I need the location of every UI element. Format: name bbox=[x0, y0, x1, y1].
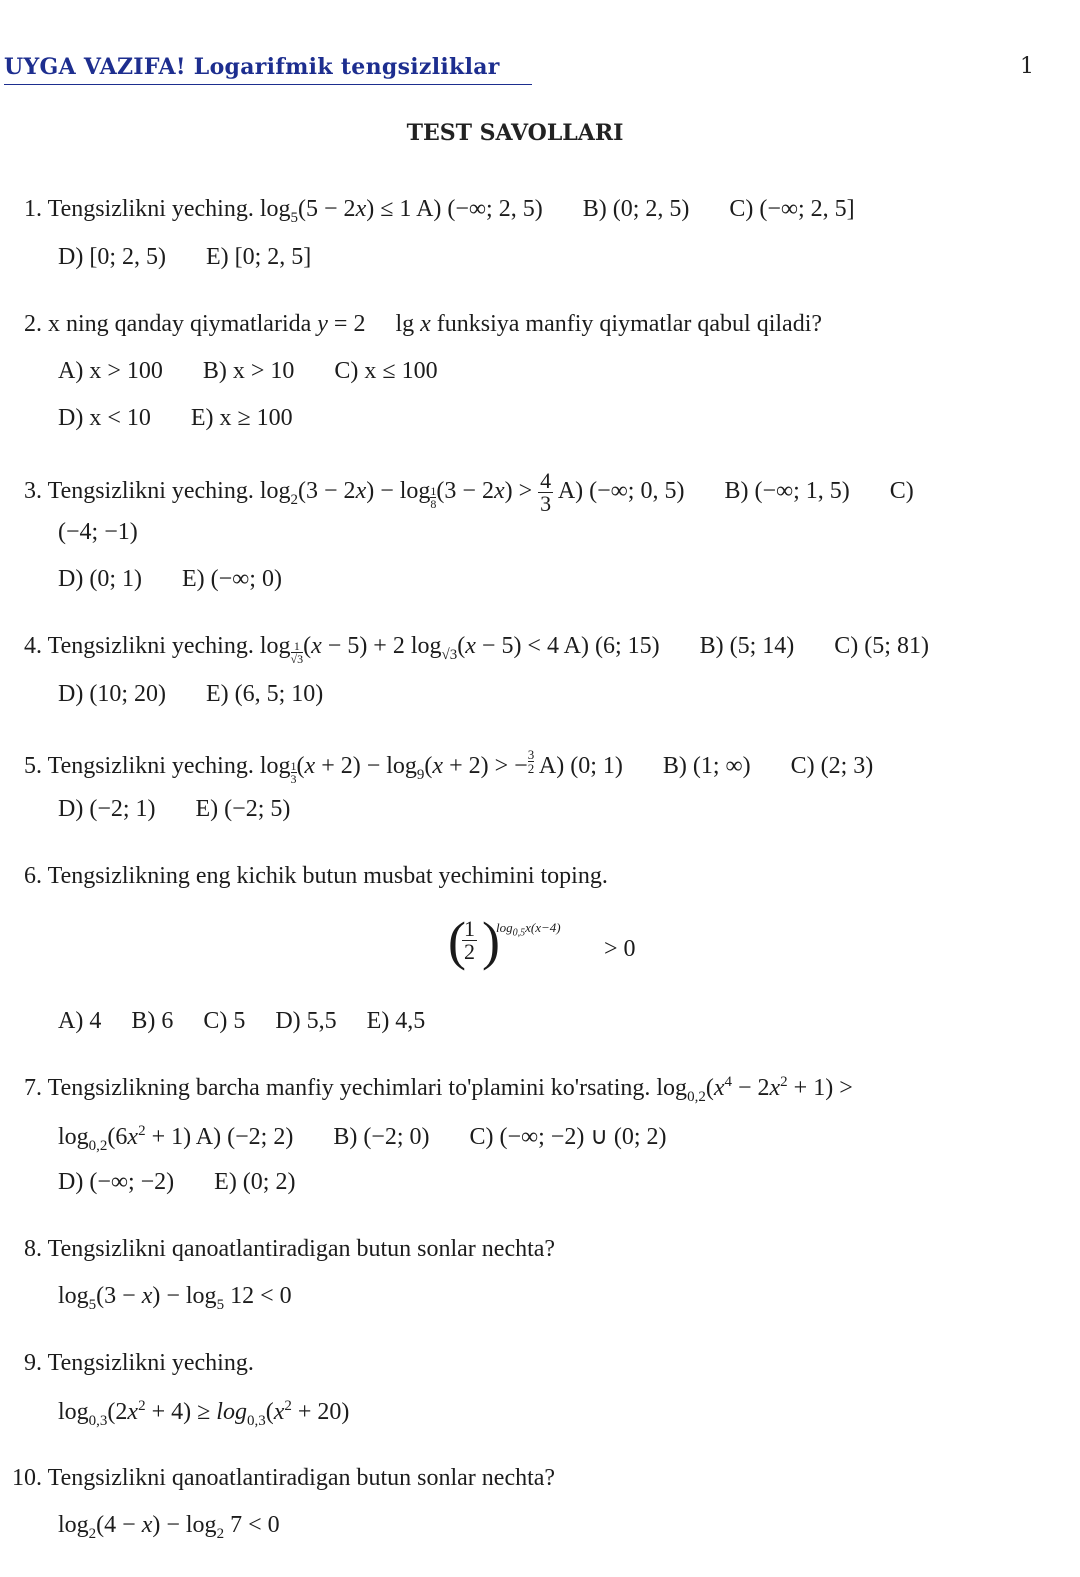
question-number: 9. bbox=[24, 1350, 42, 1376]
formula-power-inequality: ( $\frac{1}{2}$ ) $\log_{0,5}x(x-4)$ > 0 bbox=[448, 911, 636, 971]
option-b: B) (−∞; 1, 5) bbox=[724, 478, 850, 505]
question-3 bbox=[24, 470, 914, 515]
formula: $\log_5(5 - 2x) \le 1$ bbox=[259, 196, 412, 226]
question-tail: funksiya manfiy qiymatlar qabul qiladi? bbox=[436, 311, 823, 337]
option-d: D) (−2; 1) bbox=[58, 796, 156, 822]
option-a: A) x > 100 bbox=[58, 358, 163, 384]
option-e: E) x ≥ 100 bbox=[190, 405, 293, 431]
question-4 bbox=[24, 633, 929, 665]
option-e: E) (−∞; 0) bbox=[181, 566, 282, 592]
option-a: A) (−∞; 2, 5) bbox=[416, 196, 543, 222]
option-b: B) (−2; 0) bbox=[333, 1124, 430, 1150]
formula: log $\frac{1}{√3}$ (x − 5) + 2 $\log_{√3}(x - 5) < 4$ bbox=[259, 633, 559, 666]
option-c: C) (5; 81) bbox=[834, 633, 929, 659]
option-b: B) 6 bbox=[131, 1008, 174, 1034]
option-a: A) 4 bbox=[58, 1008, 102, 1034]
option-c: C) (−∞; 2, 5] bbox=[729, 196, 855, 222]
question-number: 3. bbox=[24, 478, 42, 505]
section-title: TEST SAVOLLARI bbox=[406, 120, 624, 146]
question-6 bbox=[24, 863, 608, 890]
header-title: UYGA VAZIFA! Logarifmik tengsizliklar bbox=[4, 54, 532, 85]
question-1 bbox=[24, 196, 855, 227]
question-text: Tengsizlikni yeching. bbox=[47, 478, 254, 505]
option-e: E) (−2; 5) bbox=[195, 796, 291, 822]
question-number: 2. bbox=[24, 311, 42, 337]
question-9-formula bbox=[58, 1398, 349, 1430]
question-text: Tengsizlikni yeching. bbox=[47, 1350, 254, 1376]
option-d: D) 5,5 bbox=[275, 1008, 337, 1034]
formula: y = 2 lg x bbox=[317, 311, 431, 337]
question-number: 8. bbox=[24, 1236, 42, 1262]
question-number: 5. bbox=[24, 753, 42, 779]
option-d: D) (−∞; −2) bbox=[58, 1169, 175, 1195]
question-8 bbox=[24, 1236, 555, 1263]
option-a: A) (−2; 2) bbox=[195, 1124, 294, 1150]
question-text: Tengsizlikni qanoatlantiradigan butun sonlar nechta? bbox=[47, 1465, 556, 1491]
formula: $\log_5(3 - x) - \log_5 12 < 0$ bbox=[58, 1283, 292, 1313]
question-8-formula bbox=[58, 1283, 292, 1314]
option-c: C) x ≤ 100 bbox=[334, 358, 438, 384]
option-c: C) (−∞; −2) ∪ (0; 2) bbox=[469, 1124, 667, 1150]
question-10 bbox=[12, 1465, 555, 1492]
formula: $\log_{0,2}(x^4 - 2x^2 + 1)$ > bbox=[656, 1074, 853, 1105]
question-text: Tengsizlikni yeching. bbox=[47, 196, 254, 222]
option-d: D) [0; 2, 5) bbox=[58, 244, 166, 270]
question-text: Tengsizlikni yeching. bbox=[47, 753, 254, 779]
option-a: A) (−∞; 0, 5) bbox=[557, 478, 685, 505]
option-a: A) (6; 15) bbox=[563, 633, 660, 659]
question-number: 7. bbox=[24, 1075, 42, 1101]
question-text: Tengsizlikning barcha manfiy yechimlari to'plamini ko'rsating. bbox=[47, 1075, 651, 1101]
formula: $\log_2(4 - x) - \log_2 7 < 0$ bbox=[58, 1512, 280, 1542]
question-5 bbox=[24, 748, 873, 785]
option-c-value: (−4; −1) bbox=[58, 519, 138, 545]
question-2 bbox=[24, 311, 822, 338]
question-10-formula bbox=[58, 1512, 280, 1543]
question-7-options bbox=[58, 1169, 295, 1196]
question-number: 10. bbox=[12, 1465, 42, 1491]
page-number: 1 bbox=[1020, 54, 1034, 79]
formula: $\log_2(3 - 2x) - \log$ $\frac{1}{8}$ (3 − 2x) > $\frac{4}{3}$ bbox=[259, 468, 552, 516]
question-4-options bbox=[58, 681, 323, 708]
question-text: Tengsizlikning eng kichik butun musbat yechimini toping. bbox=[47, 863, 608, 889]
option-e: E) (6, 5; 10) bbox=[205, 681, 324, 707]
formula: $\log_{0,2}(6x^2 + 1)$ bbox=[58, 1123, 192, 1154]
formula: log $\frac{1}{3}$ $(x + 2) - \log_9(x + 2)$ > − $\frac{3}{2}$ bbox=[259, 747, 535, 786]
option-b: B) (5; 14) bbox=[699, 633, 795, 659]
option-c: C) 5 bbox=[203, 1008, 246, 1034]
question-9 bbox=[24, 1350, 254, 1377]
question-number: 4. bbox=[24, 633, 42, 659]
page-header bbox=[2, 50, 1042, 86]
question-2-options bbox=[58, 358, 438, 385]
option-d: D) (0; 1) bbox=[58, 566, 142, 592]
option-b: B) (0; 2, 5) bbox=[582, 196, 690, 222]
question-number: 6. bbox=[24, 863, 42, 889]
question-7 bbox=[24, 1074, 853, 1106]
option-c: C) bbox=[889, 478, 914, 505]
question-3-options bbox=[58, 566, 282, 593]
question-text: x ning qanday qiymatlarida bbox=[48, 311, 312, 337]
option-d: D) (10; 20) bbox=[58, 681, 166, 707]
question-6-options bbox=[58, 1008, 425, 1035]
option-e: E) [0; 2, 5] bbox=[205, 244, 312, 270]
formula: $\log_{0,3}(2x^2 + 4) \ge \log_{0,3}(x^2 + 20)$ bbox=[58, 1398, 350, 1429]
question-number: 1. bbox=[24, 196, 42, 222]
question-5-options bbox=[58, 796, 290, 823]
question-1-options bbox=[58, 244, 311, 271]
option-e: E) (0; 2) bbox=[214, 1169, 296, 1195]
option-e: E) 4,5 bbox=[366, 1008, 426, 1034]
question-7-line-2 bbox=[58, 1122, 667, 1155]
option-b: B) x > 10 bbox=[202, 358, 295, 384]
question-3-option-c-value bbox=[58, 519, 138, 546]
option-b: B) (1; ∞) bbox=[662, 753, 751, 779]
question-text: Tengsizlikni qanoatlantiradigan butun sonlar nechta? bbox=[47, 1236, 556, 1262]
question-text: Tengsizlikni yeching. bbox=[47, 633, 254, 659]
option-a: A) (0; 1) bbox=[538, 753, 623, 779]
option-d: D) x < 10 bbox=[58, 405, 151, 431]
option-c: C) (2; 3) bbox=[790, 753, 874, 779]
question-2-options-2 bbox=[58, 405, 293, 432]
